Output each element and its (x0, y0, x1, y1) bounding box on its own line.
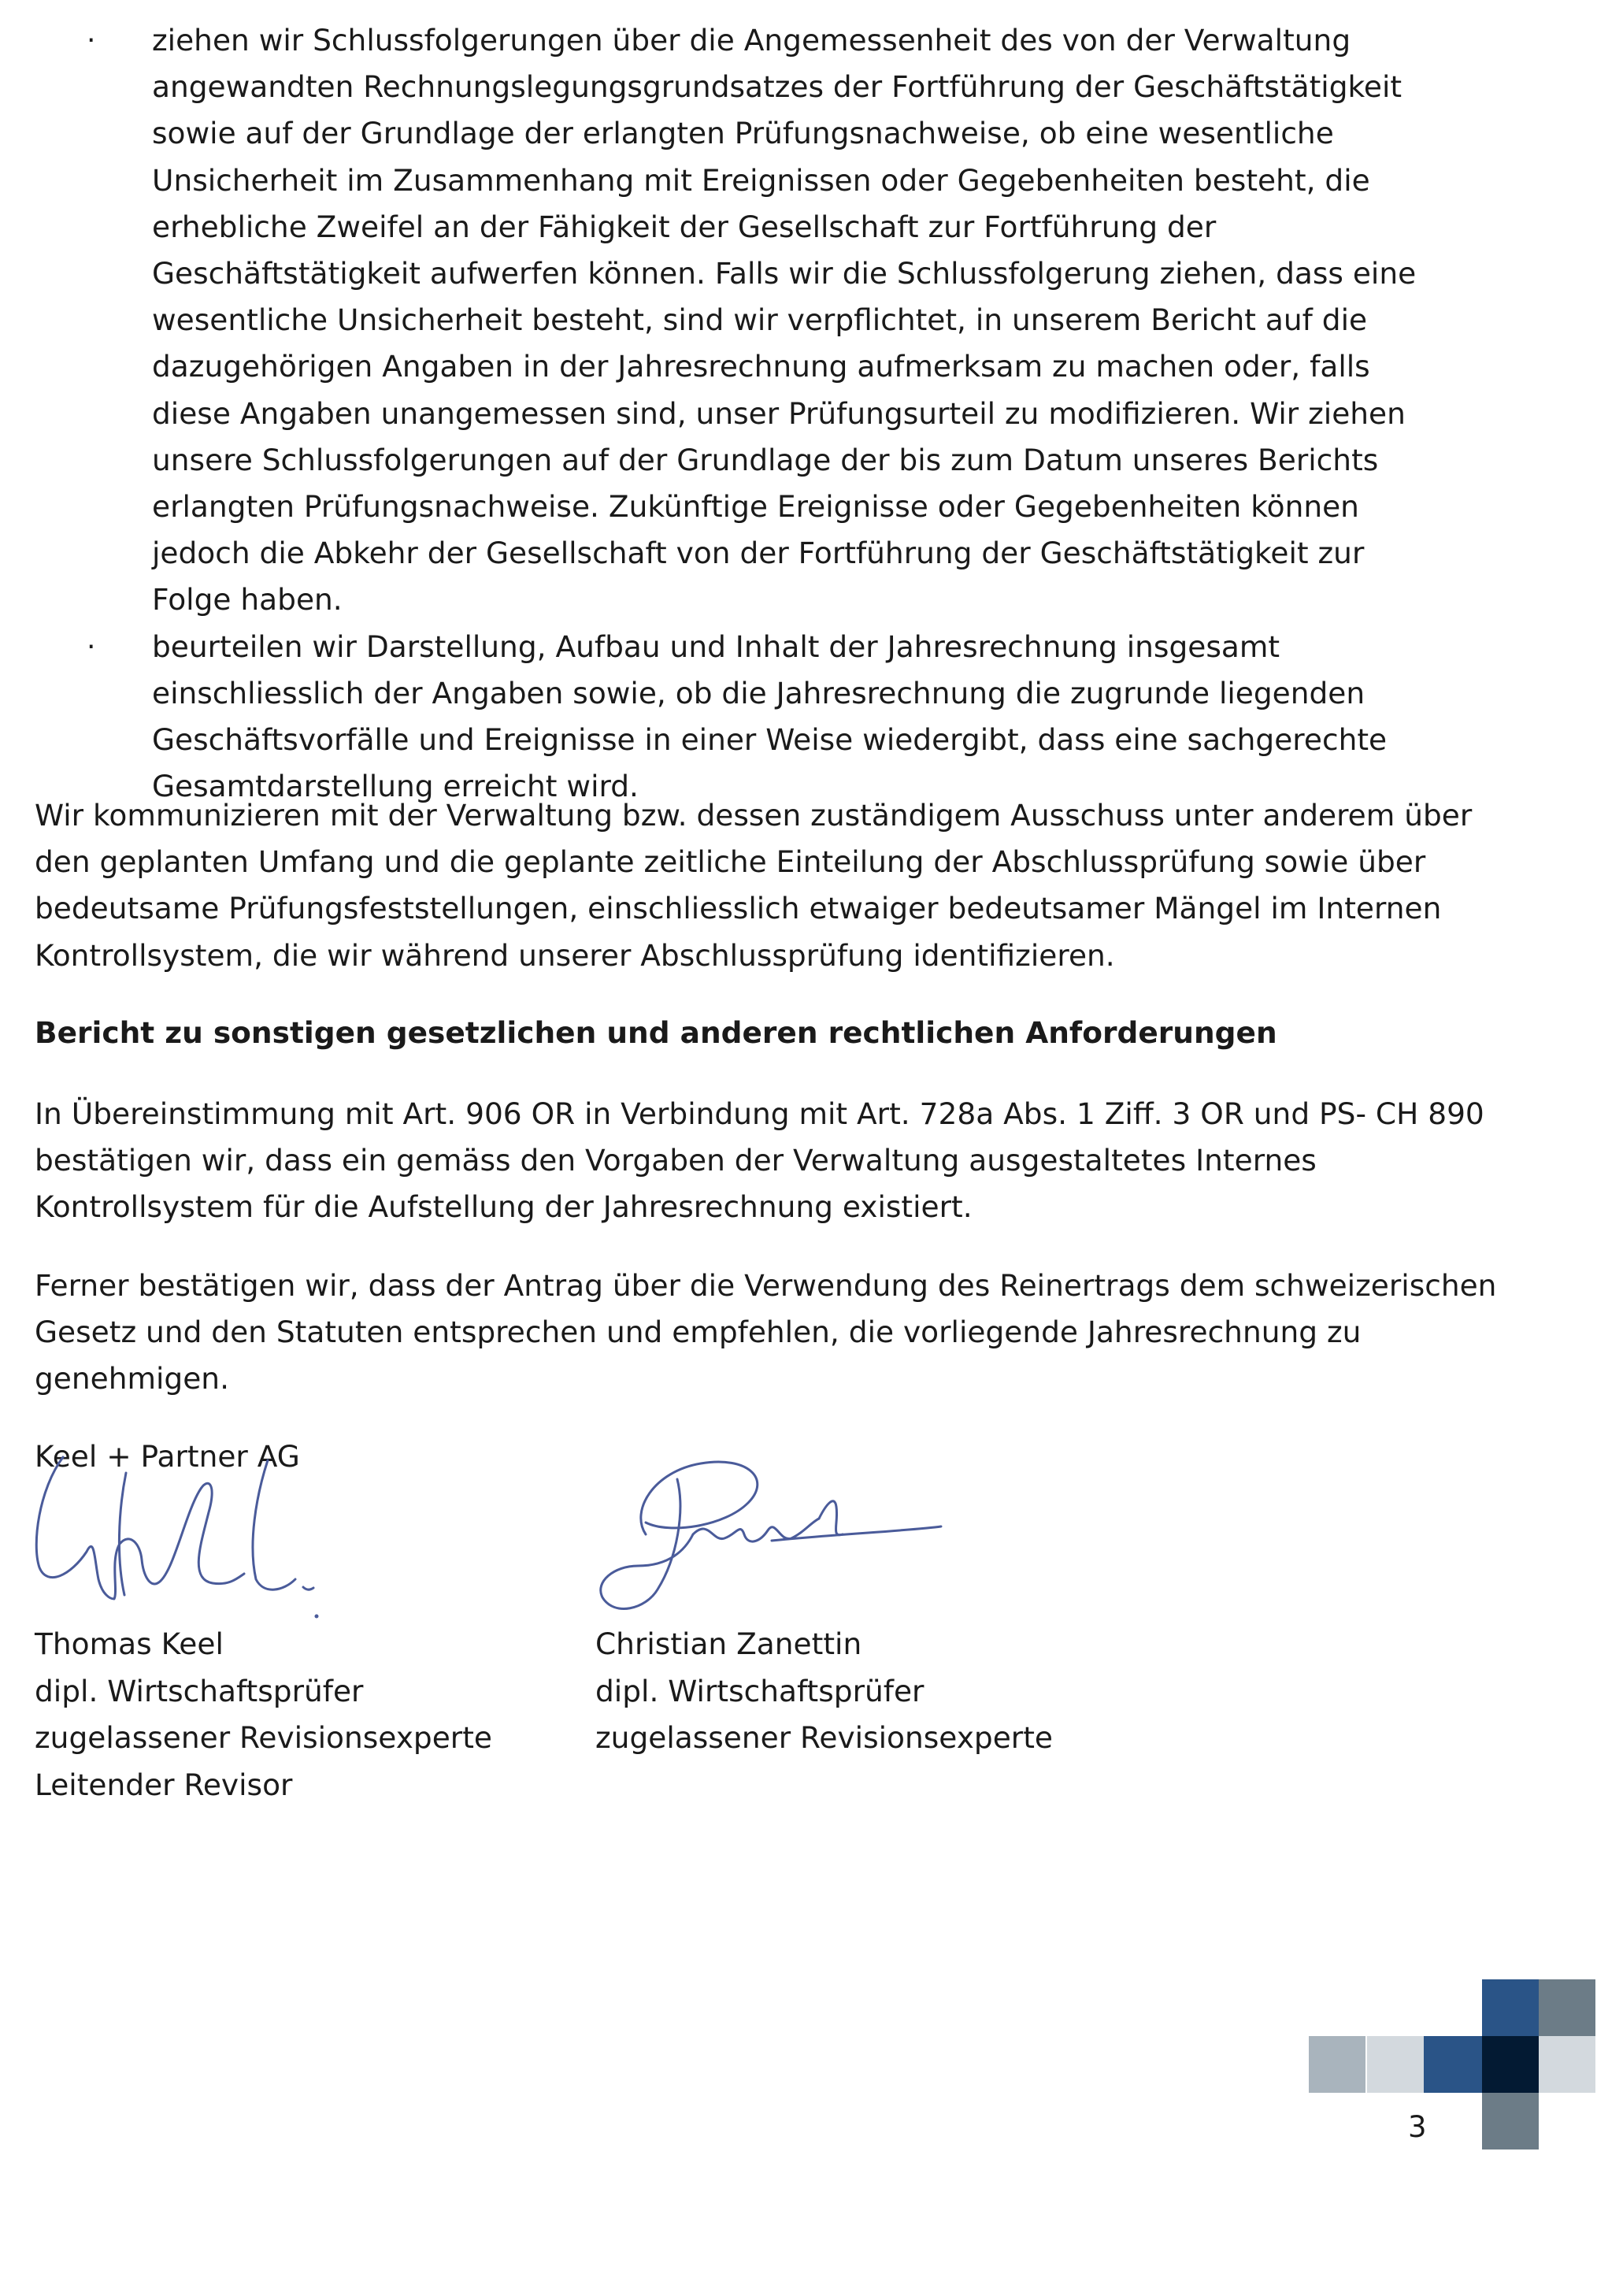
page-number: 3 (1408, 2110, 1427, 2144)
bullet-marker: · (87, 630, 96, 663)
firm-name: Keel + Partner AG (35, 1439, 300, 1474)
paragraph-communication: Wir kommunizieren mit der Verwaltung bzw. dessen zuständigem Ausschuss unter anderem über den geplanten Umfang und die geplante zeitliche Einteilung der Abschlussprüfung sowie über bedeutsame Prüfungsfeststellungen, einschliesslich etwaiger bedeutsamer Mängel im Internen Kontrollsystem, die wir während unserer Abschlussprüfung identifizieren. (35, 798, 1473, 973)
bullet-marker: · (87, 24, 96, 57)
signer-role: Leitender Revisor (35, 1767, 293, 1802)
signer-qualification: zugelassener Revisionsexperte (595, 1720, 1053, 1755)
bullet-text: ziehen wir Schlussfolgerungen über die Angemessenheit des von der Verwaltung angewandten Rechnungslegungsgrundsatzes der Fortführung der Geschäftstätigkeit sowie auf der Grundlage der erlangten Prüfungsnachweise, ob eine wesentliche Unsicherheit im Zusammenhang mit Ereignissen oder Gegebenheiten besteht, die erhebliche Zweifel an der Fähigkeit der Gesellschaft zur Fortführung der Geschäftstätigkeit aufwerfen können. Falls wir die Schlussfolgerung ziehen, dass eine wesentliche Unsicherheit besteht, sind wir verpflichtet, in unserem Bericht auf die dazugehörigen Angaben in der Jahresrechnung aufmerksam zu machen oder, falls diese Angaben unangemessen sind, unser Prüfungsurteil zu modifizieren. Wir ziehen unsere Schlussfolgerungen auf der Grundlage der bis zum Datum unseres Berichts erlangten Prüfungsnachweise. Zukünftige Ereignisse oder Gegebenheiten können jedoch die Abkehr der Gesellschaft von der Fortführung der Geschäftstätigkeit zur Folge haben. (152, 23, 1417, 618)
signer-qualification: zugelassener Revisionsexperte (35, 1720, 492, 1755)
bullet-item (0, 17, 1597, 624)
paragraph-recommendation: Ferner bestätigen wir, dass der Antrag über die Verwendung des Reinertrags dem schweizerischen Gesetz und den Statuten entsprechen und empfehlen, die vorliegende Jahresrechnung zu genehmigen. (35, 1268, 1497, 1397)
bullet-item (0, 624, 1597, 810)
signer-name: Christian Zanettin (595, 1626, 862, 1661)
signer-title: dipl. Wirtschaftsprüfer (35, 1673, 364, 1708)
section-heading: Bericht zu sonstigen gesetzlichen und anderen rechtlichen Anforderungen (35, 1015, 1277, 1050)
bullet-list (0, 17, 1597, 810)
signer-title: dipl. Wirtschaftsprüfer (595, 1673, 924, 1708)
signer-block (595, 1621, 1053, 1762)
signer-block (35, 1621, 492, 1808)
signer-name: Thomas Keel (35, 1626, 224, 1661)
paragraph-internal-control-system: In Übereinstimmung mit Art. 906 OR in Verbindung mit Art. 728a Abs. 1 Ziff. 3 OR und PS- CH 890 bestätigen wir, dass ein gemäss den Vorgaben der Verwaltung ausgestaltetes Internes Kontrollsystem für die Aufstellung der Jahresrechnung existiert. (35, 1096, 1484, 1225)
signature-thomas-keel (31, 1441, 331, 1630)
signature-christian-zanettin (583, 1448, 961, 1629)
bullet-text: beurteilen wir Darstellung, Aufbau und Inhalt der Jahresrechnung insgesamt einschliesslich der Angaben sowie, ob die Jahresrechnung die zugrunde liegenden Geschäftsvorfälle und Ereignisse in einer Weise wiedergibt, dass eine sachgerechte Gesamtdarstellung erreicht wird. (152, 629, 1388, 804)
